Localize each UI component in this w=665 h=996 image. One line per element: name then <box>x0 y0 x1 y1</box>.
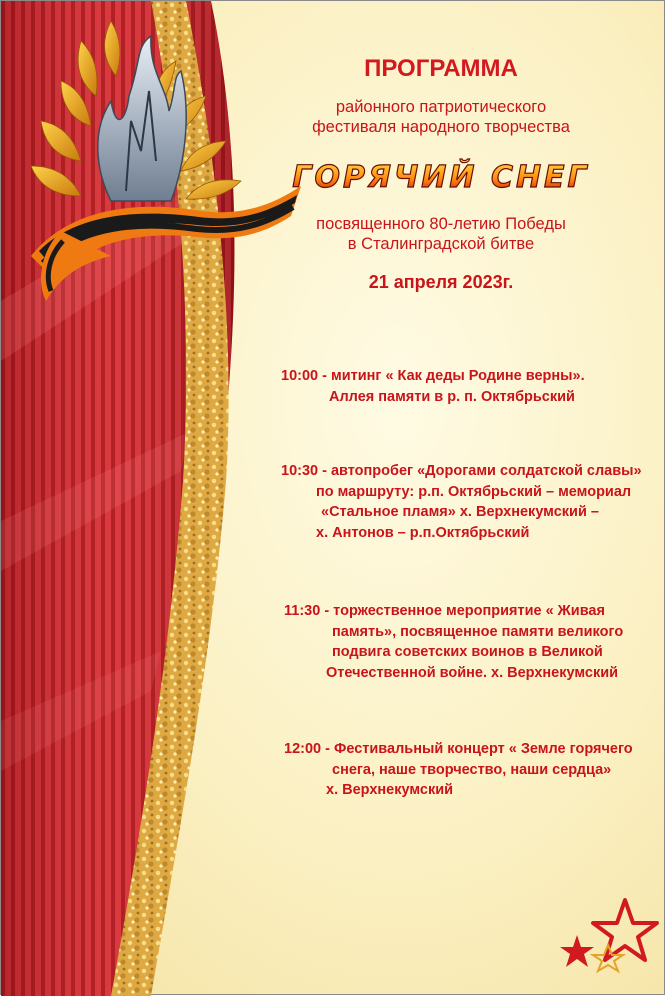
schedule-item <box>281 461 642 543</box>
stars-icon <box>563 897 658 972</box>
program-title: ПРОГРАММА <box>364 55 518 82</box>
schedule-line: Аллея памяти в р. п. Октябрьский <box>329 388 575 405</box>
schedule-line: подвига советских воинов в Великой <box>332 644 603 660</box>
schedule-line: память», посвященное памяти великого <box>332 623 624 640</box>
schedule-line: 12:00 - Фестивальный концерт « Земле горячего <box>284 741 633 757</box>
schedule-line: «Стальное пламя» х. Верхнекумский – <box>321 504 599 520</box>
large-star-icon <box>593 900 657 960</box>
subtitle-line-1: районного патриотического <box>335 98 547 116</box>
festival-name <box>292 153 590 197</box>
subtitle <box>261 97 621 137</box>
schedule-line: 11:30 - торжественное мероприятие « Живая <box>284 603 605 619</box>
small-star-icon <box>560 935 594 967</box>
schedule-line: 10:30 - автопробег «Дорогами солдатской славы» <box>281 463 642 479</box>
schedule-line: х. Верхнекумский <box>326 782 454 798</box>
schedule-line: 10:00 - митинг « Как деды Родине верны». <box>281 368 585 384</box>
schedule-item <box>281 366 585 407</box>
schedule-item <box>284 739 633 801</box>
schedule-item <box>284 601 623 683</box>
schedule-line: х. Антонов – р.п.Октябрьский <box>316 524 530 541</box>
decorative-curtain <box>1 1 311 996</box>
event-date: 21 апреля 2023г. <box>368 272 514 292</box>
schedule-line: снега, наше творчество, наши сердца» <box>332 761 612 778</box>
subtitle-line-2: фестиваля народного творчества <box>312 118 570 136</box>
schedule-line: по маршруту: р.п. Октябрьский – мемориал <box>316 483 632 500</box>
dedication-line-2: в Сталинградской битве <box>347 235 535 253</box>
dedication-line-1: посвященного 80-летию Победы <box>316 215 566 233</box>
dedication <box>261 214 621 254</box>
festival-name-text: ГОРЯЧИЙ СНЕГ <box>292 160 590 195</box>
schedule-line: Отечественной войне. х. Верхнекумский <box>326 664 619 681</box>
